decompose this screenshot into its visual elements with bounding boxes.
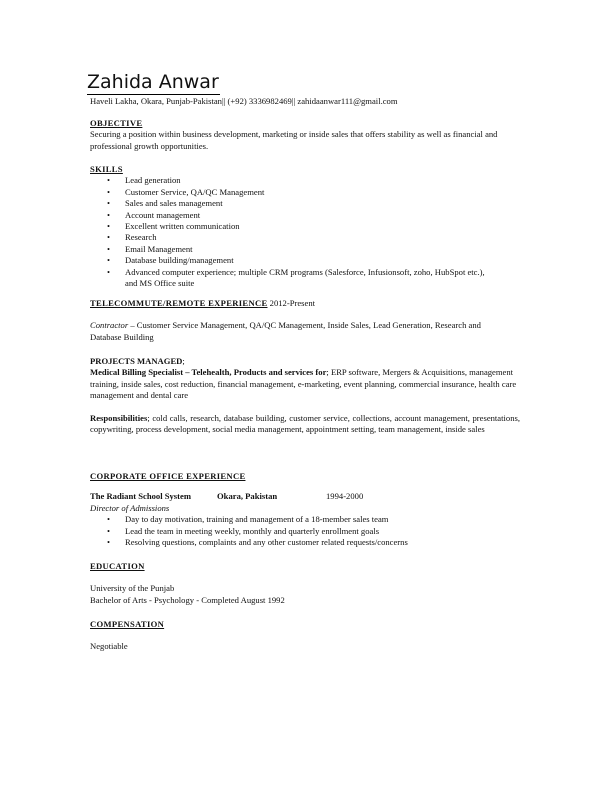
list-item: • Resolving questions, complaints and any other customer related requests/concerns: [90, 537, 520, 548]
projects-text: [90, 367, 520, 401]
telecommute-role: [90, 320, 520, 343]
compensation-section: [90, 619, 520, 653]
candidate-name: Zahida Anwar: [87, 71, 219, 93]
corporate-section: [90, 471, 520, 548]
education-school: University of the Punjab: [90, 583, 175, 594]
responsibilities-text: [90, 413, 520, 436]
role-description: – Customer Service Management, QA/QC Management, Inside Sales, Lead Generation, Research and Database Building: [90, 320, 481, 342]
projects-section: [90, 356, 520, 435]
projects-list: ; ERP software, Mergers & Acquisitions, management training, inside sales, cost reduction, financial management, e-marketing, event planning, commercial insurance, health care management and dental care: [90, 367, 517, 401]
telecommute-heading: TELECOMMUTE/REMOTE EXPERIENCE: [90, 298, 268, 308]
list-item: • Advanced computer experience; multiple CRM programs (Salesforce, Infusionsoft, zoho, HubSpot etc.), and MS Office suite: [90, 267, 520, 290]
list-item: • Excellent written communication: [90, 221, 520, 232]
skills-section: [90, 164, 520, 289]
responsibilities-list: ; cold calls, research, database building, customer service, collections, account management, presentations, copywriting, process development, social media management, appointment setting, team management, inside sales: [90, 412, 520, 435]
compensation-heading: COMPENSATION: [90, 619, 165, 629]
projects-heading-suffix: ;: [182, 356, 185, 366]
list-item: • Email Management: [90, 244, 520, 255]
corporate-duties: [90, 514, 520, 548]
employer-name: The Radiant School System: [90, 491, 191, 502]
projects-heading: PROJECTS MANAGED: [90, 356, 183, 366]
role-title: Contractor: [90, 320, 129, 331]
objective-heading: OBJECTIVE: [90, 118, 143, 128]
list-item: • Account management: [90, 210, 520, 221]
objective-section: [90, 118, 520, 152]
employment-period: 1994-2000: [326, 491, 364, 502]
corporate-heading: CORPORATE OFFICE EXPERIENCE: [90, 471, 246, 481]
skills-heading: SKILLS: [90, 164, 123, 174]
education-heading: EDUCATION: [90, 561, 145, 571]
list-item: • Database building/management: [90, 255, 520, 266]
telecommute-section: [90, 298, 520, 343]
objective-text: Securing a position within business development, marketing or inside sales that offers stability as well as financial and professional growth opportunities.: [90, 129, 498, 151]
job-title: Director of Admissions: [90, 502, 170, 513]
employer-line: [90, 491, 520, 502]
contact-line: Haveli Lakha, Okara, Punjab-Pakistan|| (+92) 3336982469|| zahidaanwar111@gmail.com: [90, 96, 398, 106]
list-item: • Sales and sales management: [90, 198, 520, 209]
compensation-text: Negotiable: [90, 641, 128, 652]
projects-lead: Medical Billing Specialist – Telehealth, Products and services for: [90, 367, 327, 378]
education-degree: Bachelor of Arts - Psychology - Completed August 1992: [90, 594, 285, 605]
employer-location: Okara, Pakistan: [217, 491, 278, 502]
list-item: • Lead the team in meeting weekly, monthly and quarterly enrollment goals: [90, 526, 520, 537]
responsibilities-label: Responsibilities: [90, 412, 148, 423]
list-item: • Lead generation: [90, 175, 520, 186]
list-item: • Customer Service, QA/QC Management: [90, 187, 520, 198]
list-item: • Research: [90, 232, 520, 243]
education-section: [90, 561, 520, 606]
list-item: • Day to day motivation, training and management of a 18-member sales team: [90, 514, 520, 525]
skills-list: [90, 175, 520, 289]
telecommute-period: 2012-Present: [269, 298, 316, 308]
